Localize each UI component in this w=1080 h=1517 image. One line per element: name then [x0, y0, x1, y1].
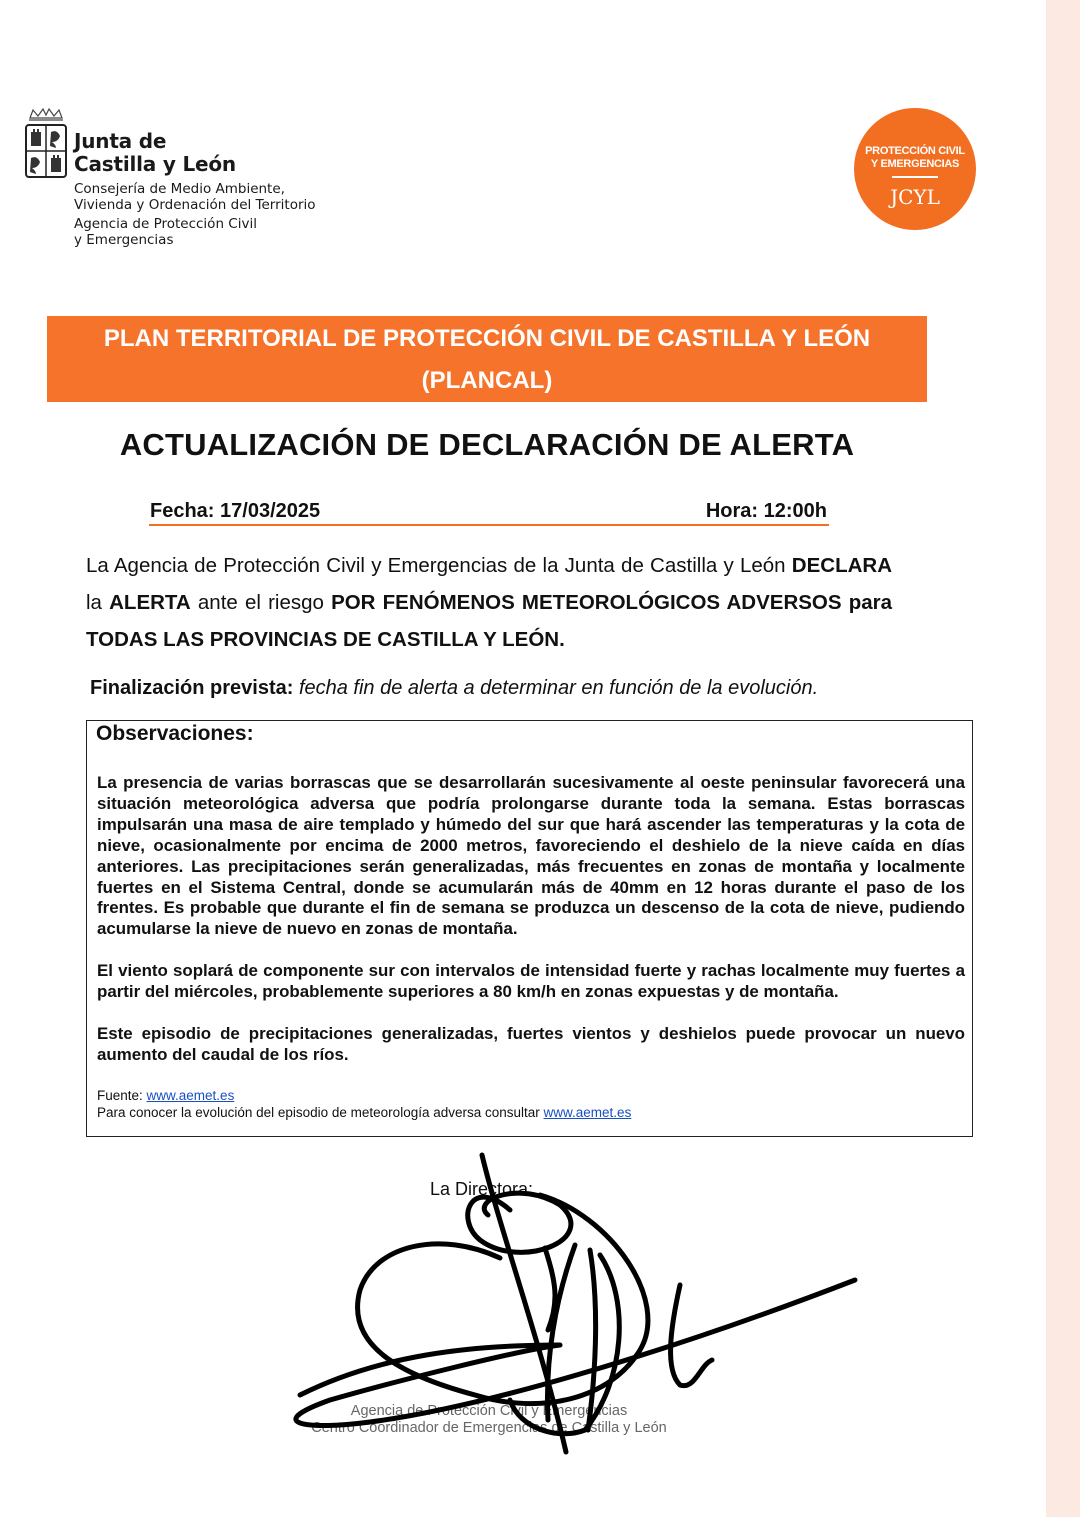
declaration-bold-1: DECLARA — [791, 554, 892, 577]
proteccion-civil-logo — [854, 108, 976, 230]
consejeria-line2: Vivienda y Ordenación del Territorio — [74, 196, 316, 213]
signature-agency-line2: Centro Coordinador de Emergencias de Castilla y León — [311, 1420, 667, 1436]
declaration-paragraph — [86, 547, 892, 658]
declaration-bold-3: POR FENÓMENOS METEOROLÓGICOS ADVERSOS para TODAS LAS PROVINCIAS DE CASTILLA Y LEÓN. — [86, 591, 892, 651]
coat-of-arms-icon — [24, 108, 68, 182]
end-text: fecha fin de alerta a determinar en función de la evolución. — [298, 677, 819, 699]
declaration-text-3: ante el riesgo — [190, 591, 332, 614]
declaration-bold-2: ALERTA — [109, 591, 191, 614]
consult-text: Para conocer la evolución del episodio de meteorología adversa consultar — [97, 1105, 544, 1120]
plan-banner — [47, 316, 927, 402]
declaration-text-1: La Agencia de Protección Civil y Emergencias de la Junta de Castilla y León — [86, 554, 792, 577]
end-date-line — [90, 677, 920, 700]
observation-paragraph: La presencia de varias borrascas que se desarrollarán sucesivamente al oeste peninsular favorecerá una situación meteorológica adversa que podría prolongarse durante toda la semana. Estas borrascas impulsarán una masa de aire templado y húmedo del sur que hará ascender las temperaturas y la cota de nieve, ocasionalmente por encima de 2000 metros, favoreciendo el deshielo de la nieve caída en días anteriores. Las precipitaciones serán generalizadas, más frecuentes en zonas de montaña y localmente fuertes en el Sistema Central, donde se acumularán más de 40mm en 12 horas durante el paso de los frentes. Es probable que durante el fin de semana se produzca un descenso de la cota de nieve, pudiendo acumularse la nieve de nuevo en zonas de montaña. — [97, 773, 965, 939]
page-edge-strip — [1046, 0, 1080, 1517]
pc-logo-line2: Y EMERGENCIAS — [870, 158, 960, 170]
declaration-text-2: la — [86, 591, 110, 614]
date-label: Fecha: 17/03/2025 — [150, 500, 321, 522]
end-label: Finalización prevista: — [90, 677, 294, 699]
director-label: La Directora: — [430, 1179, 534, 1199]
agency-line2: y Emergencias — [74, 231, 174, 248]
signature-agency-line1: Agencia de Protección Civil y Emergencias — [350, 1403, 628, 1419]
consejeria-line1: Consejería de Medio Ambiente, — [74, 181, 285, 197]
banner-line1: PLAN TERRITORIAL DE PROTECCIÓN CIVIL DE CASTILLA Y LEÓN — [103, 325, 871, 352]
observations-title: Observaciones: — [96, 722, 254, 745]
page-title: ACTUALIZACIÓN DE DECLARACIÓN DE ALERTA — [119, 427, 855, 462]
source-link[interactable]: www.aemet.es — [146, 1088, 235, 1103]
observations-box — [86, 720, 973, 1137]
observation-paragraph: El viento soplará de componente sur con intervalos de intensidad fuerte y rachas localmente muy fuertes a partir del miércoles, probablemente superiores a 80 km/h en zonas expuestas y de montaña. — [97, 961, 965, 1002]
source-block — [97, 1087, 631, 1121]
org-name-line2: Castilla y León — [74, 152, 236, 176]
time-label: Hora: 12:00h — [705, 500, 827, 522]
observations-body — [97, 773, 965, 1087]
consult-link[interactable]: www.aemet.es — [543, 1105, 632, 1120]
pc-logo-divider — [892, 176, 938, 178]
date-row — [149, 499, 829, 526]
observation-paragraph: Este episodio de precipitaciones generalizadas, fuertes vientos y deshielos puede provocar un nuevo aumento del caudal de los ríos. — [97, 1024, 965, 1064]
source-label: Fuente: — [97, 1088, 147, 1103]
org-name-line1: Junta de — [74, 129, 167, 153]
agency-line1: Agencia de Protección Civil — [74, 216, 257, 232]
pc-logo-line3: JCYL — [890, 185, 940, 209]
pc-logo-line1: PROTECCIÓN CIVIL — [865, 145, 965, 157]
organization-header — [74, 130, 316, 248]
banner-line2: (PLANCAL) — [421, 367, 553, 394]
